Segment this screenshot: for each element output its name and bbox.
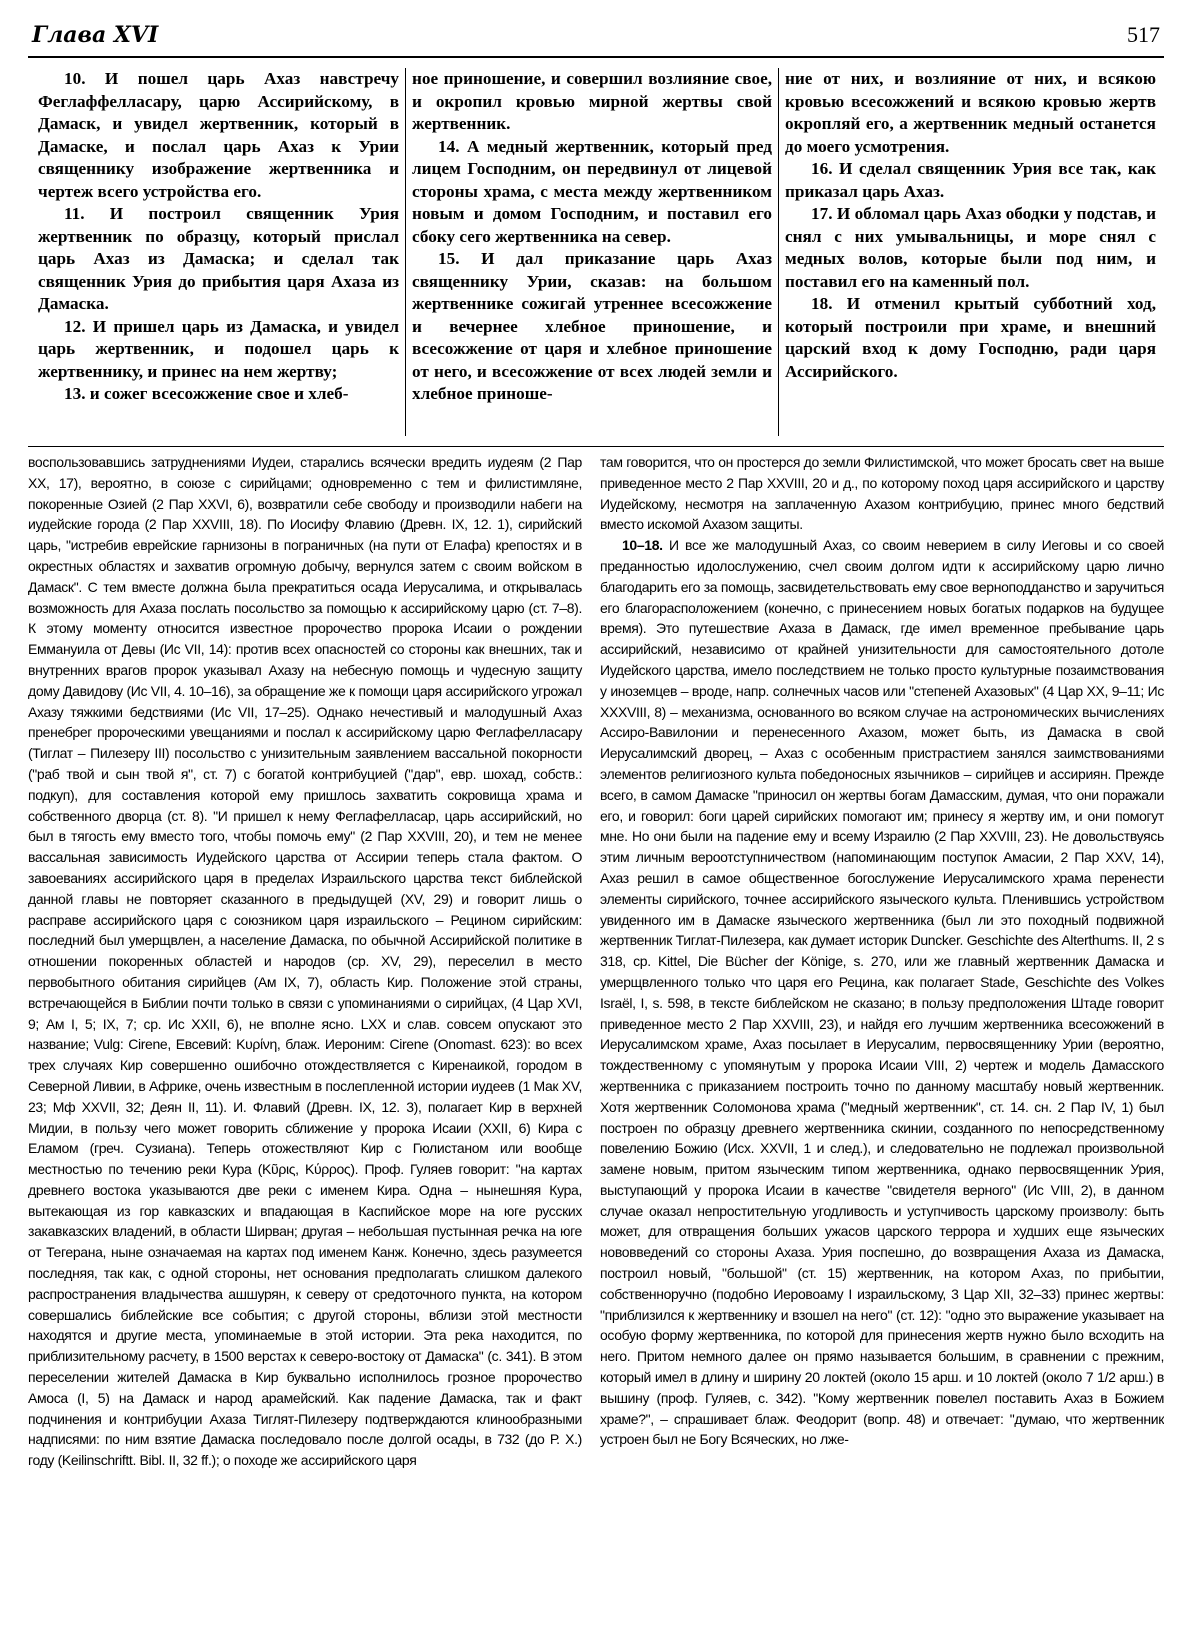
paragraph-text: И все же малодушный Ахаз, со своим неверием в силу Иеговы и со своей преданностью идолослужению, счел своим долгом идти к ассирийскому царю лично благодарить его за помощь, засвидетельствовать ему свое верноподданство и заручиться его благорасположением (конечно, с принесением новых богатых подарков на будущее время). Это путешествие Ахаза в Дамаск, где имел временное пребывание царь ассирийский, независимо от крайней унизительности для самостоятельного дотоле Иудейского царства, имело последствием не только просто культурные позаимствования у иноземцев – вроде, напр. солнечных часов или "степеней Ахазовых" (4 Цар XX, 9–11; Ис XXXVIII, 8) – механизма, основанного во всяком случае на астрономических вычислениях Ассиро-Вавилонии и перенесенного Ахазом, может быть, из Дамаска в свой Иерусалимский дворец, – Ахаз с особенным пристрастием занялся заимствованиями элементов религиозного культа победоносных язычников – сирийцев и ассириян. Прежде всего, в самом Дамаске "приносил он жертвы богам Дамасским, думая, что они поражали его, и говорил: боги царей сирийских помогают им; принесу я жертву им, и они помогут мне. Но они были на падение ему и всему Израилю (2 Пар XXVIII, 23). Не довольствуясь этим личным вероотступничеством (напоминающим поступок Амасии, 2 Пар XXV, 14), Ахаз решил в самое общественное богослужение Иерусалимского храма перенести элементы сирийского, точнее ассирийского языческого культа. Пленившись устройством увиденного им в Дамаске языческого жертвенника (был ли это походный подвижной жертвенник Тиглат-Пилезера, как думает историк Duncker. Geschichte des Alterthums. II, 2 s 318, ср. Kittel, Die Bücher der Könige, s. 270, или же главный жертвенник Дамаска и умерщвленного только что царя его Рецина, как полагает Stade, Geschichte des Volkes Israël, I, s. 598, в тексте библейском не сказано; в пользу предположения Штаде говорит приведенное место 2 Пар XXVIII, 23), и найдя его лучшим жертвенника всесожжений в Иерусалимском храме, Ахаз посылает в Иерусалим, первосвященнику Урии (вероятно, тождественному с упомянутым у пророка Исаии VIII, 2) чертеж и модель Дамасского жертвенника с приказанием построить точно по данному масштабу новый жертвенник. Хотя жертвенник Соломонова храма ("медный жертвенник", ст. 14. сн. 2 Пар IV, 1) был построен по образцу древнего жертвенника скинии, созданного по непосредственному повелению Божию (Исх. XXVII, 1 и след.), и следовательно не подлежал произвольной замене новым, притом языческим типом жертвенника, однако первосвященник Урия, выступающий у пророка Исаии в качестве "свидетеля верного" (Ис VIII, 2), в данном случае оказал непростительную угодливость и уступчивость царскому произволу: быть может, для отвращения больших ужасов царского террора и худших еще языческих нововведений со стороны Ахаза. Урия поспешно, до возвращения Ахаза из Дамаска, построил новый, "большой" (ст. 15) жертвенник, на котором Ахаз, по прибытии, собственноручно (подобно Иеровоаму I израильскому, 3 Цар XII, 32–33) принес жертвы: "приблизился к жертвеннику и взошел на него" (ст. 12): "одно это выражение указывает на особую форму жертвенника, по которой для принесения жертв нужно было всходить на него. Притом немного далее он прямо называется большим, в сравнении с прежним, который имел в длину и ширину 20 локтей (около 15 арш. и 10 локтей (около 7 1/2 арш.) в вышину (проф. Гуляев, с. 342). "Кому жертвенник повелел поставить Ахаз в Божием храме?", – спрашивает блаж. Феодорит (вопр. 48) и отвечает: "думаю, что жертвенник устроен был не Богу Всяческих, но лже-	[600, 537, 1164, 1448]
chapter-title: Глава XVI	[32, 22, 159, 48]
verse-paragraph: ние от них, и возлияние от них, и всякою кровью всесожжений и всякою кровью жертв окропляй его, а жертвенник медный останется до моего усмотрения.	[785, 69, 1156, 156]
verse-range-label: 10–18.	[622, 537, 663, 554]
verse-paragraph: 16. И сделал священник Урия все так, как приказал царь Ахаз.	[785, 159, 1156, 201]
verse-paragraph: 14. А медный жертвенник, который пред лицем Господним, он передвинул от лицевой стороны храма, с места между жертвенником новым и домом Господним, и поставил его сбоку сего жертвенника на север.	[412, 136, 772, 246]
page-number: 517	[1127, 22, 1160, 47]
verse-paragraph: 18. И отменил крытый субботний ход, который построили при храме, и внешний царский вход к дому Господню, ради царя Ассирийского.	[785, 294, 1156, 381]
verse-paragraph: 15. И дал приказание царь Ахаз священнику Урии, сказав: на большом жертвеннике сожигай утреннее всесожжение и вечернее хлебное приношение, и всесожжение от царя и хлебное приношение от него, и всесожжение от всех людей земли и хлебное приноше-	[412, 249, 772, 403]
verse-paragraph: ное приношение, и совершил возлияние свое, и окропил кровью мирной жертвы свой жертвенник.	[412, 69, 772, 133]
section-divider	[28, 446, 1164, 447]
commentary-column-left	[28, 452, 590, 1632]
scripture-column-2	[405, 68, 778, 436]
commentary-text	[28, 452, 1164, 1632]
verse-paragraph: 10. И пошел царь Ахаз навстречу Феглаффелласару, царю Ассирийскому, в Дамаск, и увидел жертвенник, который в Дамаске, и послал царь Ахаз к Урии священнику изображение жертвенника и чертеж всего устройства его.	[38, 69, 399, 201]
scripture-column-3	[778, 68, 1162, 436]
verse-paragraph: 12. И пришел царь из Дамаска, и увидел царь жертвенник, и подошел царь к жертвеннику, и принес на нем жертву;	[38, 316, 399, 381]
commentary-paragraph: воспользовавшись затруднениями Иудеи, старались всячески вредить иудеям (2 Пар XX, 17), вероятно, в союзе с сирийцами; одновременно с тем и филистимляне, покоренные Озией (2 Пар XXVI, 6), возвратили себе свободу и производили набеги на иудейские города (2 Пар XXVIII, 18). По Иосифу Флавию (Древн. IX, 12. 1), сирийский царь, "истребив еврейские гарнизоны в пограничных (на пути от Елафа) крепостях и в окрестных областях и захватив огромную добычу, вернулся затем с своим войском в Дамаск". С тем вместе должна была прекратиться осада Иерусалима, и открывалась возможность для Ахаза послать посольство за помощью к ассирийскому царю (ст. 7–8). К этому моменту относится известное пророчество пророка Исаии о рождении Еммануила от Девы (Ис VII, 14): против всех опасностей со стороны как внешних, так и внутренних врагов пророк указывал Ахазу на небесную помощь и чудесную защиту дому Давидову (Ис VII, 4. 10–16), за обращение же к помощи царя ассирийского угрожал Ахазу тяжкими бедствиями (Ис VII, 17–25). Однако нечестивый и малодушный Ахаз пренебрег пророческими увещаниями и послал к ассирийскому царю Феглафелласару (Тиглат – Пилезеру III) посольство с унизительным заявлением вассальной покорности ("раб твой и сын твой я", ст. 7) с богатой контрибуцией ("дар", евр. шохад, собств.: подкуп), для составления которой ему пришлось захватить сокровища храма и собственного дворца (ст. 8). "И пришел к нему Феглафелласар, царь ассирийский, но был в тягость ему вместо того, чтобы помочь ему" (2 Пар XXVIII, 20), и тем не менее вассальная зависимость Иудейского царства от Ассирии теперь стала фактом. О завоеваниях ассирийского царя в пределах Израильского царства текст библейской данной главы не повторяет сказанного в предыдущей (XV, 29) и говорит лишь о расправе ассирийского царя с союзником царя израильского – Рецином сирийским: последний был умерщвлен, а население Дамаска, по обычной Ассирийской политике в отношении покоренных областей и народов (ср. XV, 29), переселил в место первобытного обитания сирийцев (Ам IX, 7), область Кир. Положение этой страны, встречающейся в Библии почти только в связи с упоминаниями о сирийцах, (4 Цар XVI, 9; Ам I, 5; IX, 7; ср. Ис XXII, 6), не вполне ясно. LXX и слав. совсем опускают это название; Vulg: Cirene, Евсевий: Κυρίνη, блаж. Иероним: Cirene (Onomast. 623): во всех трех случаях Кир совершенно ошибочно отождествляется с Киренаикой, городом в Северной Ливии, в Африке, очень известным в послепленной истории иудеев (1 Мак XV, 23; Мф XXVII, 32; Деян II, 11). И. Флавий (Древн. IX, 12. 3), полагает Кир в верхней Мидии, в пользу чего может говорить сближение у пророка Исаии (XXII, 6) Кира с Еламом (греч. Сузиана). Теперь отожествляют Кир с Гюлистаном или вообще местностью по течению реки Кура (Κῦρις, Κύρρος). Проф. Гуляев говорит: "на картах древнего востока указываются две реки с именем Кира. Одна – нынешняя Кура, вытекающая из гор кавказских и впадающая в Каспийское море на юге русских закавказских владений, в области Ширван; другая – небольшая пустынная речка на юге от Тегерана, ныне означаемая на картах под именем Канж. Конечно, здесь разумеется последняя, так как, с одной стороны, нет основания предполагать слишком далекого распространения владычества ашшурян, к северу от средоточного пункта, на котором совершались библейские все события; с другой стороны, вблизи этой местности находятся и другие места, упоминаемые в этой истории. Эта река находится, по приблизительному расчету, в 1500 верстах к северо-востоку от Дамаска" (с. 341). В этом переселении жителей Дамаска в Кир буквально исполнилось грозное пророчество Амоса (I, 5) на Дамаск и народ арамейский. Как падение Дамаска, так и факт подчинения и контрибуции Ахаза Тиглят-Пилезеру подтверждаются клинообразными надписями: по ним взятие Дамаска последовало после долгой осады, в 732 (до Р. Х.) году (Keilinschriftt. Bibl. II, 32 ff.); о походе же ассирийского царя	[28, 454, 582, 1469]
commentary-paragraph: там говорится, что он простерся до земли Филистимской, что может бросать свет на выше приведенное место 2 Пар XXVIII, 20 и д., по которому поход царя ассирийского и царству Иудейскому, несмотря на заплаченную Ахазом контрибуцию, принес много бедствий вместо искомой Ахазом защиты.	[600, 454, 1164, 533]
running-header	[28, 16, 1164, 58]
scripture-text	[32, 68, 1162, 436]
commentary-column-right	[590, 452, 1164, 1632]
verse-paragraph: 13. и сожег всесожжение свое и хлеб-	[64, 384, 349, 403]
verse-paragraph: 11. И построил священник Урия жертвенник по образцу, который прислал царь Ахаз из Дамаска; и сделал так священник Урия до прибытия царя Ахаза из Дамаска.	[38, 204, 399, 313]
verse-paragraph: 17. И обломал царь Ахаз ободки у подстав, и снял с них умывальницы, и море снял с медных волов, которые были под ним, и поставил его на каменный пол.	[785, 204, 1156, 291]
scripture-column-1	[32, 68, 405, 436]
commentary-paragraph	[600, 535, 1164, 1450]
